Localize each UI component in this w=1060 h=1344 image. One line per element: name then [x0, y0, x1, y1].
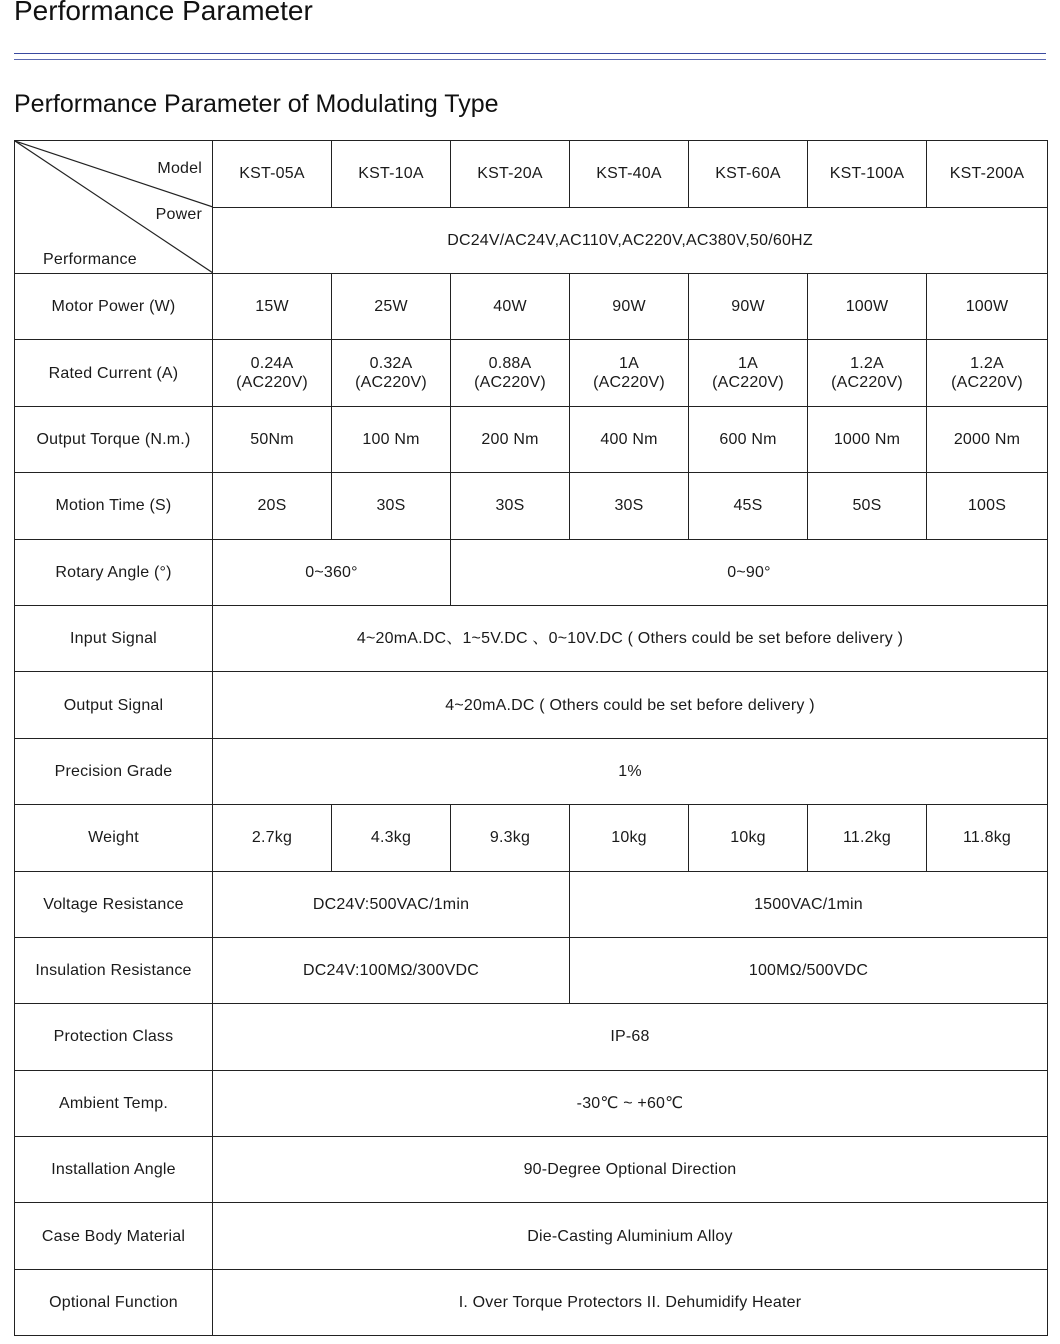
weight-row [15, 805, 1048, 871]
insulation-resistance-row [15, 937, 1048, 1003]
case-body-material-row [15, 1203, 1048, 1269]
current-note: (AC220V) [712, 374, 784, 392]
value-cell: 0~360° [213, 539, 451, 605]
value-cell: 100 Nm [332, 406, 451, 472]
corner-performance-label: Performance [43, 251, 137, 268]
ambient-temp-row [15, 1070, 1048, 1136]
row-label: Case Body Material [15, 1203, 213, 1269]
value-cell: 10kg [570, 805, 689, 871]
current-note: (AC220V) [951, 374, 1023, 392]
value-cell: 100S [927, 473, 1048, 539]
corner-header-cell [15, 141, 213, 274]
model-cell: KST-10A [332, 141, 451, 208]
value-cell: 15W [213, 274, 332, 340]
value-cell: Die-Casting Aluminium Alloy [213, 1203, 1048, 1269]
value-cell: 1000 Nm [808, 406, 927, 472]
current-note: (AC220V) [831, 374, 903, 392]
current-value: 1.2A [850, 355, 884, 373]
value-cell: 40W [451, 274, 570, 340]
value-cell [570, 340, 689, 406]
model-cell: KST-20A [451, 141, 570, 208]
current-value: 1A [738, 355, 758, 373]
current-value: 0.88A [488, 355, 532, 373]
current-note: (AC220V) [474, 374, 546, 392]
row-label: Precision Grade [15, 738, 213, 804]
corner-model-label: Model [157, 160, 202, 177]
value-cell: 30S [451, 473, 570, 539]
row-label: Voltage Resistance [15, 871, 213, 937]
value-cell: DC24V:500VAC/1min [213, 871, 570, 937]
value-cell: 1500VAC/1min [570, 871, 1048, 937]
corner-power-label: Power [155, 206, 202, 223]
value-cell: 90W [689, 274, 808, 340]
value-cell: 11.8kg [927, 805, 1048, 871]
current-value: 0.24A [250, 355, 294, 373]
value-cell [927, 340, 1048, 406]
page-title: Performance Parameter [14, 0, 313, 26]
value-cell: 9.3kg [451, 805, 570, 871]
value-cell: 0~90° [451, 539, 1048, 605]
value-cell: 2000 Nm [927, 406, 1048, 472]
value-cell [332, 340, 451, 406]
output-signal-row [15, 672, 1048, 738]
row-label: Output Signal [15, 672, 213, 738]
performance-table [14, 140, 1048, 1336]
row-label: Input Signal [15, 605, 213, 671]
value-cell: 100W [808, 274, 927, 340]
optional-function-row [15, 1269, 1048, 1335]
voltage-resistance-row [15, 871, 1048, 937]
value-cell [808, 340, 927, 406]
rotary-angle-row [15, 539, 1048, 605]
value-cell: IP-68 [213, 1004, 1048, 1070]
models-row [15, 141, 1048, 208]
value-cell: I. Over Torque Protectors II. Dehumidify Heater [213, 1269, 1048, 1335]
value-cell: 30S [332, 473, 451, 539]
row-label: Insulation Resistance [15, 937, 213, 1003]
value-cell: 1% [213, 738, 1048, 804]
current-note: (AC220V) [593, 374, 665, 392]
value-cell: 600 Nm [689, 406, 808, 472]
value-cell: 100W [927, 274, 1048, 340]
row-label: Motion Time (S) [15, 473, 213, 539]
rated-current-row [15, 340, 1048, 406]
value-cell: 2.7kg [213, 805, 332, 871]
motion-time-row [15, 473, 1048, 539]
header-divider-secondary [14, 59, 1046, 60]
row-label: Output Torque (N.m.) [15, 406, 213, 472]
value-cell: 50Nm [213, 406, 332, 472]
value-cell: 4.3kg [332, 805, 451, 871]
model-cell: KST-05A [213, 141, 332, 208]
value-cell: 200 Nm [451, 406, 570, 472]
value-cell: 4~20mA.DC ( Others could be set before delivery ) [213, 672, 1048, 738]
motor-power-row [15, 274, 1048, 340]
value-cell: 100MΩ/500VDC [570, 937, 1048, 1003]
value-cell [689, 340, 808, 406]
value-cell [451, 340, 570, 406]
value-cell: 25W [332, 274, 451, 340]
value-cell: 400 Nm [570, 406, 689, 472]
current-value: 1A [619, 355, 639, 373]
power-supply-cell: DC24V/AC24V,AC110V,AC220V,AC380V,50/60HZ [213, 207, 1048, 274]
row-label: Motor Power (W) [15, 274, 213, 340]
value-cell: DC24V:100MΩ/300VDC [213, 937, 570, 1003]
input-signal-row [15, 605, 1048, 671]
header-divider [14, 53, 1046, 54]
row-label: Rotary Angle (°) [15, 539, 213, 605]
row-label: Ambient Temp. [15, 1070, 213, 1136]
value-cell: 4~20mA.DC、1~5V.DC 、0~10V.DC ( Others could be set before delivery ) [213, 605, 1048, 671]
model-cell: KST-40A [570, 141, 689, 208]
value-cell: 20S [213, 473, 332, 539]
value-cell: 45S [689, 473, 808, 539]
value-cell: 90-Degree Optional Direction [213, 1137, 1048, 1203]
value-cell: -30℃ ~ +60℃ [213, 1070, 1048, 1136]
row-label: Weight [15, 805, 213, 871]
current-note: (AC220V) [236, 374, 308, 392]
row-label: Rated Current (A) [15, 340, 213, 406]
output-torque-row [15, 406, 1048, 472]
value-cell: 50S [808, 473, 927, 539]
protection-class-row [15, 1004, 1048, 1070]
row-label: Installation Angle [15, 1137, 213, 1203]
current-value: 0.32A [369, 355, 413, 373]
row-label: Protection Class [15, 1004, 213, 1070]
installation-angle-row [15, 1137, 1048, 1203]
section-title: Performance Parameter of Modulating Type [14, 90, 499, 118]
value-cell: 11.2kg [808, 805, 927, 871]
model-cell: KST-100A [808, 141, 927, 208]
model-cell: KST-60A [689, 141, 808, 208]
value-cell [213, 340, 332, 406]
current-note: (AC220V) [355, 374, 427, 392]
value-cell: 10kg [689, 805, 808, 871]
current-value: 1.2A [970, 355, 1004, 373]
model-cell: KST-200A [927, 141, 1048, 208]
row-label: Optional Function [15, 1269, 213, 1335]
precision-grade-row [15, 738, 1048, 804]
value-cell: 90W [570, 274, 689, 340]
value-cell: 30S [570, 473, 689, 539]
